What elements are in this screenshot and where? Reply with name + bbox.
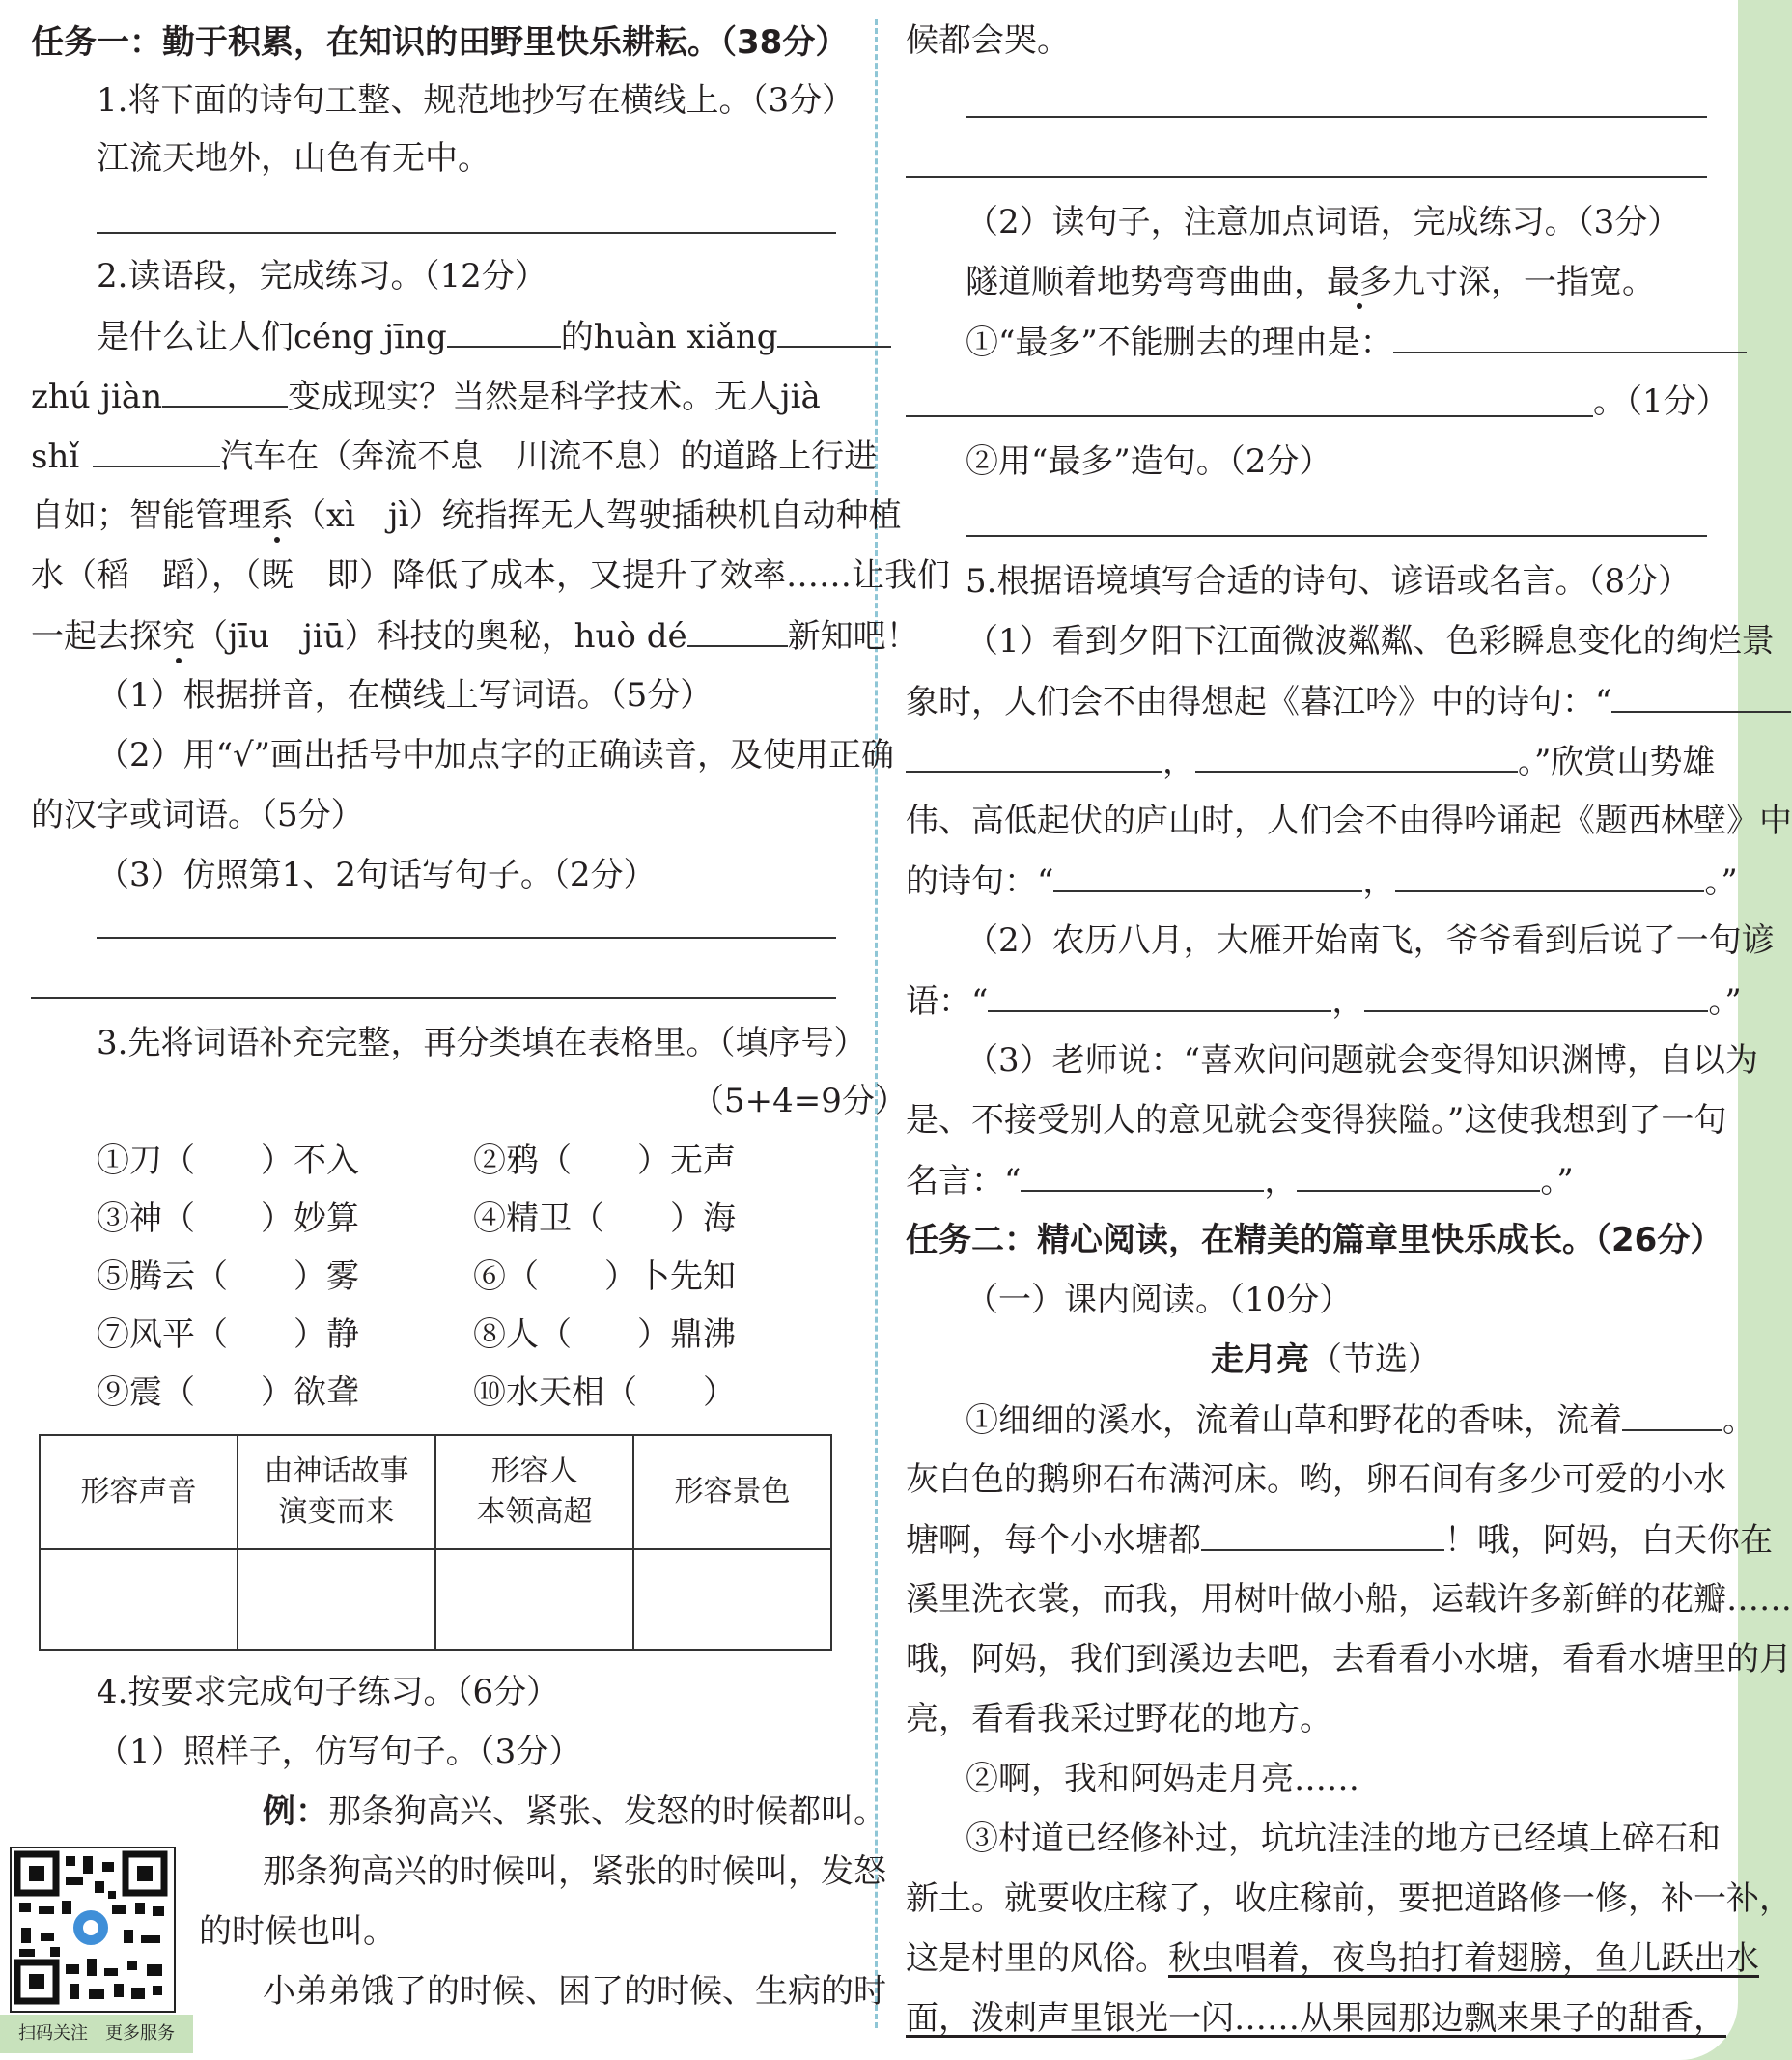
para1-l6: 亮，看看我采过野花的地方。 [906,1700,1332,1738]
q5-title: 5.根据语境填写合适的诗句、谚语或名言。（8分） [966,562,1692,601]
q3-item-7: ⑦风平（ ）静 [97,1315,359,1354]
para3-l4: 面，泼刺声里银光一闪……从果园那边飘来果子的甜香， [906,1999,1726,2038]
q4-task: 小弟弟饿了的时候、困了的时候、生病的时 [263,1972,886,2011]
q2-line1-a: 是什么让人们céng jīng [97,318,447,356]
q4-answer-line-1[interactable] [966,116,1707,118]
q4-sentence-a: 隧道顺着地势弯弯曲曲， [966,263,1327,301]
q3-item-9: ⑨震（ ）欲聋 [97,1373,359,1412]
q3-item-10: ⑩水天相（ ） [473,1373,736,1412]
q4-s1-text: ①“最多”不能删去的理由是： [966,324,1393,362]
q5-p1-l1: （1）看到夕阳下江面微波粼粼、色彩瞬息变化的绚烂景 [966,622,1775,661]
para1-l2: 灰白色的鹅卵石布满河床。哟，卵石间有多少可爱的小水 [906,1460,1726,1499]
q5-p3-l3 [906,1159,1574,1202]
para1-l3-a: 塘啊，每个小水塘都 [906,1521,1201,1560]
para2: ②啊，我和阿妈走月亮…… [966,1760,1359,1798]
blank-cengjing[interactable] [447,315,561,348]
category-table [39,1434,832,1651]
para3-l1: ③村道已经修补过，坑坑洼洼的地方已经填上碎石和 [966,1820,1721,1858]
blank-zhujian[interactable] [162,375,288,408]
q4-s1-score: 。（1分） [1593,382,1729,421]
q1-poem: 江流天地外，山色有无中。 [97,139,490,178]
q2-sub1: （1）根据拼音，在横线上写词语。（5分） [97,676,714,715]
q4-title: 4.按要求完成句子练习。（6分） [97,1673,560,1711]
q1-title: 1.将下面的诗句工整、规范地抄写在横线上。（3分） [97,81,855,120]
q3-item-1: ①刀（ ）不入 [97,1142,359,1180]
blank-quote-2[interactable] [1297,1159,1540,1192]
blank-mujiangyin-1a[interactable] [1611,680,1791,713]
q5-p1-l5-comma: ， [1362,862,1396,901]
q4-example [263,1791,886,1833]
answer-cell-skill[interactable] [435,1549,633,1650]
blank-mujiangyin-2[interactable] [1195,740,1518,773]
blank-xilinbi-1[interactable] [1053,860,1362,892]
q4-sentence [966,261,1655,303]
blank-pond[interactable] [1201,1518,1444,1551]
q3-item-3: ③神（ ）妙算 [97,1199,359,1238]
blank-mujiangyin-1b[interactable] [906,740,1162,773]
q2-answer-line-2[interactable] [31,997,836,999]
q5-p1-l2-text: 象时，人们会不由得想起《暮江吟》中的诗句：“ [906,683,1612,721]
blank-xilinbi-2[interactable] [1395,860,1704,892]
q5-p3-l3-end: 。” [1540,1162,1574,1200]
para1-l5: 哦，阿妈，我们到溪边去吧，去看看小水塘，看看水塘里的月 [906,1640,1792,1679]
reading-title: （一）课内阅读。（10分） [966,1281,1353,1319]
para1-l1-text: ①细细的溪水，流着山草和野花的香味，流着 [966,1401,1622,1440]
q4-s1 [966,321,1747,364]
qr-code-icon [12,1848,170,2007]
q4-sub1: （1）照样子，仿写句子。（3分） [97,1733,582,1771]
header-scenery: 形容景色 [633,1435,831,1549]
q2-line6-a: 一起去探 [31,617,162,656]
answer-cell-sound[interactable] [40,1549,238,1650]
q2-line6-c: 新知吧！ [787,617,919,656]
q4-s2: ②用“最多”造句。（2分） [966,442,1332,481]
right-top-continuation: 候都会哭。 [906,21,1070,60]
blank-quote-1[interactable] [1021,1159,1264,1192]
q1-answer-line[interactable] [97,232,836,234]
header-skill: 形容人 本领高超 [435,1435,633,1549]
q2-line5: 水（稻 蹈），（既 即）降低了成本，又提升了效率……让我们 [31,556,950,595]
q2-line6-b: （jīu jiū）科技的奥秘，huò dé [195,617,687,656]
q5-p2-l2 [906,979,1742,1023]
q2-line1 [97,315,891,358]
q2-title: 2.读语段，完成练习。（12分） [97,257,547,296]
q2-line4-b: （xì jì）统指挥无人驾驶插秧机自动种植 [294,496,902,535]
answer-cell-scenery[interactable] [633,1549,831,1650]
q2-sub3: （3）仿照第1、2句话写句子。（2分） [97,856,657,894]
q5-p2-l2-comma: ， [1331,982,1365,1021]
q5-p1-l2 [906,680,1791,723]
q4-example2-a: 那条狗高兴的时候叫，紧张的时候叫，发怒 [263,1852,886,1891]
q4-sub2: （2）读句子，注意加点词语，完成练习。（3分） [966,203,1681,241]
para1-l4: 溪里洗衣裳，而我，用树叶做小船，运载许多新鲜的花瓣…… [906,1580,1792,1619]
header-sound: 形容声音 [40,1435,238,1549]
q2-sub2-a: （2）用“√”画出括号中加点字的正确读音，及使用正确 [97,736,895,775]
q5-p1-l5 [906,860,1738,903]
blank-proverb-2[interactable] [1364,979,1708,1012]
blank-stream[interactable] [1622,1398,1722,1431]
blank-reason[interactable] [1393,321,1747,353]
q5-p2-l2-a: 语：“ [906,982,989,1021]
task1-title: 任务一：勤于积累，在知识的田野里快乐耕耘。（38分） [31,23,849,62]
q5-p1-l5-a: 的诗句：“ [906,862,1054,901]
example-label: 例： [263,1792,328,1831]
dotted-char-xi: 系 [261,496,294,535]
header-myth: 由神话故事 演变而来 [238,1435,435,1549]
blank-reason-continued[interactable] [906,415,1593,417]
q5-p2-l1: （2）农历八月，大雁开始南飞，爷爷看到后说了一句谚 [966,921,1775,960]
q4-sentence-b: 九寸深，一指宽。 [1392,263,1655,301]
qr-code[interactable] [10,1847,176,2013]
q2-line3-b: 汽车在（奔流不息 川流不息）的道路上行进 [220,437,878,476]
q5-p3-l1: （3）老师说：“喜欢问问题就会变得知识渊博，自以为 [966,1041,1759,1080]
blank-jiashi[interactable] [93,435,220,467]
q5-p2-l2-end: 。” [1708,982,1742,1021]
blank-huode[interactable] [687,614,788,647]
para3-l3-underlined: 秋虫唱着，夜鸟拍打着翅膀，鱼儿跃出水 [1168,1939,1759,1978]
q3-item-4: ④精卫（ ）海 [473,1199,736,1238]
answer-cell-myth[interactable] [238,1549,435,1650]
q5-p3-l2: 是、不接受别人的意见就会变得狭隘。”这使我想到了一句 [906,1101,1727,1140]
q5-p3-l3-comma: ， [1264,1162,1298,1200]
q5-p1-l3-comma: ， [1162,743,1195,781]
blank-huanxiang[interactable] [777,315,891,348]
q3-score: （5+4=9分） [691,1082,908,1120]
para1-l1-end: 。 [1722,1401,1755,1440]
q2-line3 [31,435,877,478]
article-note: （节选） [1309,1340,1441,1379]
q4-s2-answer-line[interactable] [966,535,1707,537]
task2-title: 任务二：精心阅读，在精美的篇章里快乐成长。（26分） [906,1221,1723,1259]
q5-p1-l3 [906,740,1715,783]
q5-p1-l5-end: 。” [1704,862,1738,901]
para3-l2: 新土。就要收庄稼了，收庄稼前，要把道路修一修，补一补， [906,1879,1792,1918]
q2-line6 [31,614,919,658]
dotted-char-jiu: 究 [162,617,195,656]
para1-l3-b: ！哦，阿妈，白天你在 [1444,1521,1773,1560]
example-text: 那条狗高兴、紧张、发怒的时候都叫。 [328,1792,886,1831]
q3-title: 3.先将词语补充完整，再分类填在表格里。（填序号） [97,1024,867,1062]
q2-line3-a: shǐ [31,437,80,476]
q2-line2-a: zhú jiàn [31,378,163,416]
q3-item-8: ⑧人（ ）鼎沸 [473,1315,736,1354]
q4-answer-line-2[interactable] [906,176,1707,178]
q2-line2-b: 变成现实？当然是科学技术。无人jià [288,378,821,416]
qr-caption: 扫码关注 更多服务 [0,2015,193,2053]
q5-p1-l3-end: 。”欣赏山势雄 [1518,743,1716,781]
q2-sub2-b: 的汉字或词语。（5分） [31,796,364,834]
blank-proverb-1[interactable] [988,979,1331,1012]
q3-item-6: ⑥（ ）卜先知 [473,1257,736,1296]
para3-l3-a: 这是村里的风俗。 [906,1939,1168,1978]
q2-line4-a: 自如；智能管理 [31,496,261,535]
q2-line4 [31,494,901,537]
article-title-text: 走月亮 [1211,1340,1309,1379]
para3-l3 [906,1937,1759,1980]
dotted-zuiduo: 最多 [1327,263,1392,301]
para1-l3 [906,1518,1773,1562]
q4-example2-b: 的时候也叫。 [199,1912,396,1951]
para1-l1 [966,1398,1755,1442]
q3-item-2: ②鸦（ ）无声 [473,1142,736,1180]
q2-answer-line-1[interactable] [97,937,836,939]
q5-p3-l3-a: 名言：“ [906,1162,1022,1200]
q5-p1-l4: 伟、高低起伏的庐山时，人们会不由得吟诵起《题西林壁》中 [906,802,1792,840]
q2-line2 [31,375,821,418]
q3-item-5: ⑤腾云（ ）雾 [97,1257,359,1296]
q2-line1-b: 的huàn xiǎng [560,318,778,356]
article-title [1211,1339,1441,1381]
